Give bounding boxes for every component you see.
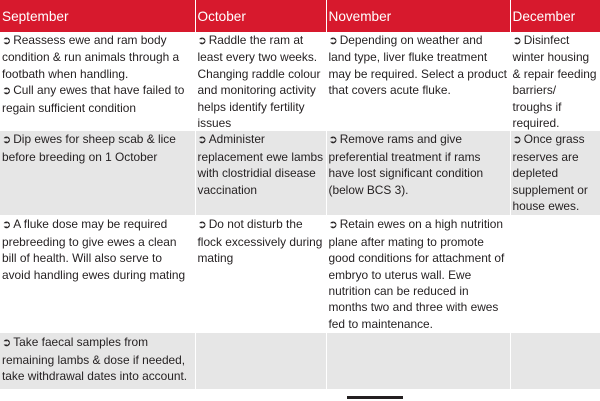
table-row xyxy=(0,215,600,333)
arrow-bullet-icon: ➲ xyxy=(2,219,12,232)
task-text: Retain ewes on a high nutrition plane after mating to promote good conditions for attachment of embryo to uterus wall. Ewe nutrition can be reduced in months two and three with ewes fed to maintenance. xyxy=(328,217,505,331)
arrow-bullet-icon: ➲ xyxy=(2,337,12,350)
task-item xyxy=(513,32,599,131)
task-item xyxy=(2,82,193,116)
task-item xyxy=(198,216,324,266)
cell-november xyxy=(326,215,510,333)
cell-november xyxy=(326,32,510,131)
task-item xyxy=(329,131,508,198)
arrow-bullet-icon: ➲ xyxy=(197,134,207,147)
arrow-bullet-icon: ➲ xyxy=(197,219,207,232)
arrow-bullet-icon: ➲ xyxy=(2,35,12,47)
cell-december xyxy=(510,333,600,389)
task-text: A fluke dose may be required prebreeding to give ewes a clean bill of health. Will also serve to avoid handling ewes during mating xyxy=(2,217,186,282)
table-row xyxy=(0,333,600,389)
task-text: Depending on weather and land type, liver fluke treatment may be required. Select a product that covers acute fluke. xyxy=(328,33,507,98)
task-text: Administer replacement ewe lambs with clostridial disease vaccination xyxy=(197,132,324,197)
task-item xyxy=(2,334,193,384)
task-text: Cull any ewes that have failed to regain sufficient condition xyxy=(2,83,185,115)
cell-december xyxy=(510,131,600,215)
cell-september xyxy=(0,32,195,131)
cell-september xyxy=(0,131,195,215)
cell-october xyxy=(195,215,326,333)
header-november: November xyxy=(326,0,510,32)
task-item xyxy=(329,32,508,99)
arrow-bullet-icon: ➲ xyxy=(2,134,12,147)
task-text: Raddle the ram at least every two weeks. Changing raddle colour and monitoring activity helps identify fertility issues xyxy=(197,33,321,131)
table-row xyxy=(0,32,600,131)
cell-october xyxy=(195,333,326,389)
task-text: Reassess ewe and ram body condition & run animals through a footbath when handling. xyxy=(2,33,180,81)
cell-december xyxy=(510,32,600,131)
cell-september xyxy=(0,215,195,333)
task-text: Disinfect winter housing & repair feeding barriers/ troughs if required. xyxy=(512,33,597,131)
task-item xyxy=(198,131,324,198)
cell-september xyxy=(0,333,195,389)
task-text: Do not disturb the flock excessively during mating xyxy=(197,217,323,266)
table-row xyxy=(0,131,600,215)
task-text: Take faecal samples from remaining lambs & dose if needed, take withdrawal dates into account. xyxy=(2,335,188,384)
task-item xyxy=(198,32,324,131)
cell-october xyxy=(195,131,326,215)
task-text: Dip ewes for sheep scab & lice before breeding on 1 October xyxy=(2,132,176,164)
task-text: Once grass reserves are depleted supplement or house ewes. xyxy=(512,132,588,214)
cell-november xyxy=(326,131,510,215)
arrow-bullet-icon: ➲ xyxy=(2,85,12,98)
task-item xyxy=(329,216,508,332)
arrow-bullet-icon: ➲ xyxy=(328,134,338,147)
header-december: December xyxy=(510,0,600,32)
arrow-bullet-icon: ➲ xyxy=(328,219,338,232)
task-item xyxy=(2,216,193,283)
arrow-bullet-icon: ➲ xyxy=(197,35,207,47)
header-october: October xyxy=(195,0,326,32)
cell-november xyxy=(326,333,510,389)
page-marker-bar xyxy=(347,396,403,399)
task-item xyxy=(513,131,599,214)
cell-october xyxy=(195,32,326,131)
arrow-bullet-icon: ➲ xyxy=(512,134,522,147)
header-row xyxy=(0,0,600,32)
task-text: Remove rams and give preferential treatment if rams have lost significant condition (below BCS 3). xyxy=(328,132,484,197)
cell-december xyxy=(510,215,600,333)
arrow-bullet-icon: ➲ xyxy=(512,35,522,47)
header-september: September xyxy=(0,0,195,32)
task-item xyxy=(2,32,193,82)
task-item xyxy=(2,131,193,165)
arrow-bullet-icon: ➲ xyxy=(328,35,338,47)
